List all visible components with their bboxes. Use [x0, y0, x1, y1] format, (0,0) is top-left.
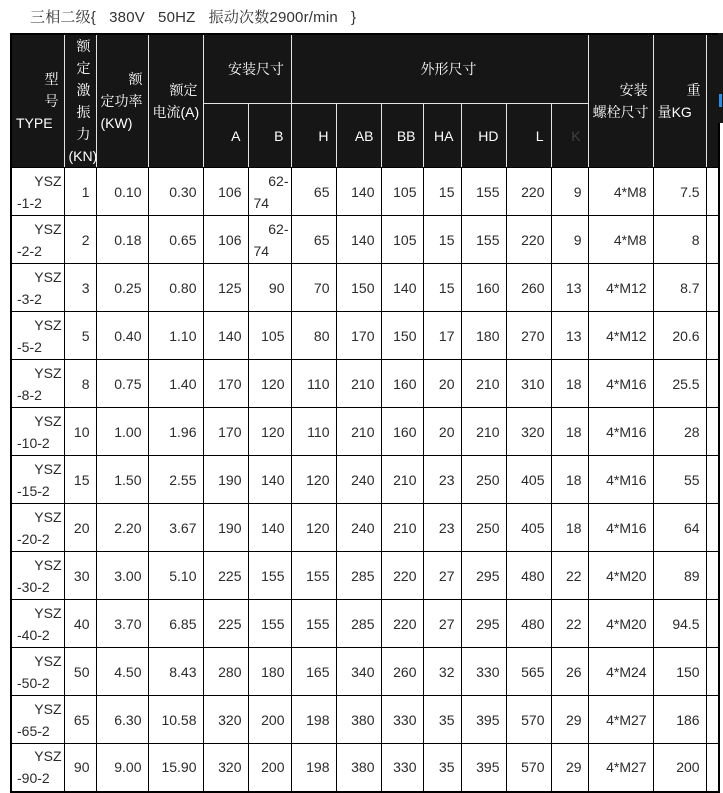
cell-clipped: [706, 456, 719, 504]
cell-weight: 28: [653, 408, 706, 456]
table-row: [11, 552, 719, 600]
cell-bb: 210: [381, 456, 423, 504]
cell-b: 105: [248, 312, 291, 360]
cell-current: 0.30: [148, 168, 203, 216]
cell-kn: 30: [64, 552, 96, 600]
cell-kw: 3.70: [96, 600, 148, 648]
cell-a: 190: [203, 504, 248, 552]
cell-bb: 105: [381, 168, 423, 216]
cell-ha: 32: [423, 648, 461, 696]
header-dim-h: H: [291, 104, 336, 168]
cell-weight: 7.5: [653, 168, 706, 216]
cell-model: YSZ -65-2: [11, 696, 64, 744]
cell-model: YSZ -5-2: [11, 312, 64, 360]
table-row: [11, 456, 719, 504]
cell-ha: 27: [423, 552, 461, 600]
cell-bolt: 4*M8: [588, 216, 653, 264]
cell-kn: 3: [64, 264, 96, 312]
cell-b: 180: [248, 648, 291, 696]
cell-weight: 89: [653, 552, 706, 600]
cell-hd: 330: [461, 648, 506, 696]
cell-a: 190: [203, 456, 248, 504]
spec-table: [10, 33, 720, 793]
cell-current: 1.40: [148, 360, 203, 408]
cell-ha: 17: [423, 312, 461, 360]
cell-kn: 15: [64, 456, 96, 504]
cell-b: 62- 74: [248, 168, 291, 216]
cell-weight: 150: [653, 648, 706, 696]
cell-ab: 210: [336, 360, 381, 408]
cell-kw: 9.00: [96, 744, 148, 792]
cell-hd: 395: [461, 696, 506, 744]
table-row: [11, 600, 719, 648]
cell-b: 120: [248, 360, 291, 408]
cell-model: YSZ -1-2: [11, 168, 64, 216]
cell-ha: 15: [423, 264, 461, 312]
cell-kn: 5: [64, 312, 96, 360]
cell-current: 5.10: [148, 552, 203, 600]
cell-bolt: 4*M27: [588, 696, 653, 744]
cell-kw: 0.40: [96, 312, 148, 360]
cell-kw: 0.75: [96, 360, 148, 408]
cell-kn: 90: [64, 744, 96, 792]
cell-current: 2.55: [148, 456, 203, 504]
cell-h: 198: [291, 744, 336, 792]
cell-model: YSZ -50-2: [11, 648, 64, 696]
cell-ab: 285: [336, 600, 381, 648]
clipped-blue-text-fragment: [719, 94, 722, 107]
cell-current: 10.58: [148, 696, 203, 744]
cell-b: 200: [248, 744, 291, 792]
cell-bb: 330: [381, 744, 423, 792]
cell-clipped: [706, 264, 719, 312]
cell-h: 110: [291, 408, 336, 456]
cell-h: 165: [291, 648, 336, 696]
cell-h: 80: [291, 312, 336, 360]
cell-kn: 2: [64, 216, 96, 264]
cell-bb: 220: [381, 600, 423, 648]
cell-kn: 40: [64, 600, 96, 648]
cell-kw: 1.50: [96, 456, 148, 504]
header-dim-k: K: [551, 104, 588, 168]
cell-model: YSZ -10-2: [11, 408, 64, 456]
cell-kw: 0.10: [96, 168, 148, 216]
cell-l: 570: [506, 744, 551, 792]
cell-kn: 1: [64, 168, 96, 216]
cell-current: 0.80: [148, 264, 203, 312]
table-row: [11, 696, 719, 744]
cell-weight: 94.5: [653, 600, 706, 648]
cell-b: 155: [248, 600, 291, 648]
cell-kn: 50: [64, 648, 96, 696]
header-weight-kg: 重 量KG: [653, 34, 706, 168]
cell-a: 225: [203, 552, 248, 600]
cell-ab: 240: [336, 456, 381, 504]
table-row: [11, 408, 719, 456]
cell-a: 106: [203, 216, 248, 264]
cell-b: 120: [248, 408, 291, 456]
page-title: 三相二级{ 380V 50HZ 振动次数2900r/min }: [30, 9, 357, 26]
cell-bolt: 4*M16: [588, 408, 653, 456]
cell-h: 120: [291, 504, 336, 552]
cell-current: 3.67: [148, 504, 203, 552]
table-row: [11, 504, 719, 552]
cell-ab: 210: [336, 408, 381, 456]
cell-bolt: 4*M12: [588, 264, 653, 312]
cell-k: 29: [551, 744, 588, 792]
cell-a: 280: [203, 648, 248, 696]
cell-current: 1.10: [148, 312, 203, 360]
cell-l: 270: [506, 312, 551, 360]
cell-clipped: [706, 552, 719, 600]
cell-l: 405: [506, 504, 551, 552]
header-rated-current-a: 额定 电流(A): [148, 34, 203, 168]
cell-ha: 23: [423, 504, 461, 552]
header-dim-a: A: [203, 104, 248, 168]
cell-ab: 380: [336, 744, 381, 792]
cell-weight: 200: [653, 744, 706, 792]
cell-bb: 140: [381, 264, 423, 312]
cell-ha: 35: [423, 744, 461, 792]
cell-hd: 250: [461, 456, 506, 504]
cell-weight: 64: [653, 504, 706, 552]
cell-ha: 35: [423, 696, 461, 744]
cell-bb: 160: [381, 360, 423, 408]
cell-kw: 6.30: [96, 696, 148, 744]
cell-h: 65: [291, 216, 336, 264]
cell-hd: 250: [461, 504, 506, 552]
cell-clipped: [706, 744, 719, 792]
cell-bb: 260: [381, 648, 423, 696]
cell-kw: 2.20: [96, 504, 148, 552]
cell-l: 405: [506, 456, 551, 504]
cell-clipped: [706, 648, 719, 696]
cell-weight: 25.5: [653, 360, 706, 408]
cell-weight: 186: [653, 696, 706, 744]
cell-clipped: [706, 360, 719, 408]
cell-l: 480: [506, 552, 551, 600]
table-row: [11, 360, 719, 408]
cell-a: 125: [203, 264, 248, 312]
header-dim-b: B: [248, 104, 291, 168]
cell-hd: 180: [461, 312, 506, 360]
cell-ab: 170: [336, 312, 381, 360]
cell-k: 18: [551, 408, 588, 456]
cell-model: YSZ -20-2: [11, 504, 64, 552]
cell-bb: 210: [381, 504, 423, 552]
header-dim-hd: HD: [461, 104, 506, 168]
cell-ab: 380: [336, 696, 381, 744]
cell-model: YSZ -30-2: [11, 552, 64, 600]
cell-hd: 295: [461, 552, 506, 600]
cell-k: 9: [551, 168, 588, 216]
cell-k: 18: [551, 504, 588, 552]
cell-ab: 140: [336, 216, 381, 264]
cell-clipped: [706, 168, 719, 216]
cell-l: 220: [506, 216, 551, 264]
cell-ab: 285: [336, 552, 381, 600]
cell-k: 18: [551, 456, 588, 504]
header-rated-power-kw: 额 定功率 (KW): [96, 34, 148, 168]
cell-k: 22: [551, 552, 588, 600]
cell-l: 310: [506, 360, 551, 408]
cell-model: YSZ -40-2: [11, 600, 64, 648]
header-outline-dims-group: 外形尺寸: [291, 34, 588, 104]
cell-kn: 10: [64, 408, 96, 456]
cell-ab: 150: [336, 264, 381, 312]
cell-h: 120: [291, 456, 336, 504]
cell-kw: 3.00: [96, 552, 148, 600]
cell-hd: 210: [461, 408, 506, 456]
cell-l: 220: [506, 168, 551, 216]
cell-hd: 295: [461, 600, 506, 648]
cell-a: 225: [203, 600, 248, 648]
cell-l: 565: [506, 648, 551, 696]
cell-clipped: [706, 216, 719, 264]
cell-a: 320: [203, 744, 248, 792]
table-row: [11, 168, 719, 216]
cell-clipped: [706, 600, 719, 648]
cell-k: 29: [551, 696, 588, 744]
cell-ab: 240: [336, 504, 381, 552]
cell-a: 140: [203, 312, 248, 360]
cell-ha: 20: [423, 408, 461, 456]
cell-ha: 20: [423, 360, 461, 408]
table-row: [11, 264, 719, 312]
cell-clipped: [706, 504, 719, 552]
cell-hd: 155: [461, 168, 506, 216]
cell-b: 140: [248, 504, 291, 552]
cell-weight: 8: [653, 216, 706, 264]
header-dim-ha: HA: [423, 104, 461, 168]
header-mount-bolt-size: 安装 螺栓尺寸: [588, 34, 653, 168]
cell-weight: 20.6: [653, 312, 706, 360]
cell-k: 26: [551, 648, 588, 696]
cell-kw: 4.50: [96, 648, 148, 696]
table-row: [11, 216, 719, 264]
cell-kn: 8: [64, 360, 96, 408]
cell-b: 62- 74: [248, 216, 291, 264]
table-row: [11, 744, 719, 792]
cell-ha: 23: [423, 456, 461, 504]
header-dim-bb: BB: [381, 104, 423, 168]
cell-bolt: 4*M12: [588, 312, 653, 360]
cell-k: 9: [551, 216, 588, 264]
cell-bb: 160: [381, 408, 423, 456]
cell-kw: 0.18: [96, 216, 148, 264]
cell-bolt: 4*M8: [588, 168, 653, 216]
cell-model: YSZ -8-2: [11, 360, 64, 408]
cell-model: YSZ -3-2: [11, 264, 64, 312]
cell-hd: 160: [461, 264, 506, 312]
cell-l: 480: [506, 600, 551, 648]
cell-bolt: 4*M16: [588, 360, 653, 408]
table-row: [11, 312, 719, 360]
cell-clipped: [706, 312, 719, 360]
header-install-dims-group: 安装尺寸: [203, 34, 291, 104]
cell-hd: 395: [461, 744, 506, 792]
cell-current: 15.90: [148, 744, 203, 792]
header-rated-force-kn: 额 定激 振力 (KN): [64, 34, 96, 168]
cell-hd: 210: [461, 360, 506, 408]
cell-l: 320: [506, 408, 551, 456]
cell-ha: 15: [423, 168, 461, 216]
cell-l: 570: [506, 696, 551, 744]
cell-b: 90: [248, 264, 291, 312]
header-clipped-edge: [718, 33, 723, 123]
cell-a: 170: [203, 360, 248, 408]
cell-ha: 15: [423, 216, 461, 264]
cell-h: 155: [291, 552, 336, 600]
cell-k: 18: [551, 360, 588, 408]
cell-a: 170: [203, 408, 248, 456]
cell-kw: 1.00: [96, 408, 148, 456]
cell-bb: 105: [381, 216, 423, 264]
cell-weight: 55: [653, 456, 706, 504]
cell-ha: 27: [423, 600, 461, 648]
cell-bolt: 4*M16: [588, 504, 653, 552]
cell-kw: 0.25: [96, 264, 148, 312]
cell-kn: 65: [64, 696, 96, 744]
cell-weight: 8.7: [653, 264, 706, 312]
cell-bolt: 4*M20: [588, 600, 653, 648]
cell-b: 200: [248, 696, 291, 744]
cell-current: 8.43: [148, 648, 203, 696]
cell-l: 260: [506, 264, 551, 312]
cell-current: 6.85: [148, 600, 203, 648]
header-dim-l: L: [506, 104, 551, 168]
cell-bolt: 4*M16: [588, 456, 653, 504]
cell-k: 22: [551, 600, 588, 648]
cell-bolt: 4*M27: [588, 744, 653, 792]
cell-clipped: [706, 696, 719, 744]
cell-model: YSZ -15-2: [11, 456, 64, 504]
cell-hd: 155: [461, 216, 506, 264]
header-model-type: 型 号 TYPE: [11, 34, 64, 168]
cell-a: 106: [203, 168, 248, 216]
cell-h: 198: [291, 696, 336, 744]
cell-model: YSZ -90-2: [11, 744, 64, 792]
cell-h: 65: [291, 168, 336, 216]
cell-bolt: 4*M20: [588, 552, 653, 600]
cell-k: 13: [551, 312, 588, 360]
cell-b: 155: [248, 552, 291, 600]
cell-a: 320: [203, 696, 248, 744]
cell-bb: 220: [381, 552, 423, 600]
cell-b: 140: [248, 456, 291, 504]
cell-k: 13: [551, 264, 588, 312]
cell-model: YSZ -2-2: [11, 216, 64, 264]
cell-clipped: [706, 408, 719, 456]
cell-ab: 340: [336, 648, 381, 696]
table-row: [11, 648, 719, 696]
cell-bb: 330: [381, 696, 423, 744]
cell-ab: 140: [336, 168, 381, 216]
cell-current: 1.96: [148, 408, 203, 456]
cell-h: 155: [291, 600, 336, 648]
header-dim-ab: AB: [336, 104, 381, 168]
cell-bolt: 4*M24: [588, 648, 653, 696]
cell-current: 0.65: [148, 216, 203, 264]
cell-bb: 150: [381, 312, 423, 360]
cell-kn: 20: [64, 504, 96, 552]
cell-h: 70: [291, 264, 336, 312]
cell-h: 110: [291, 360, 336, 408]
